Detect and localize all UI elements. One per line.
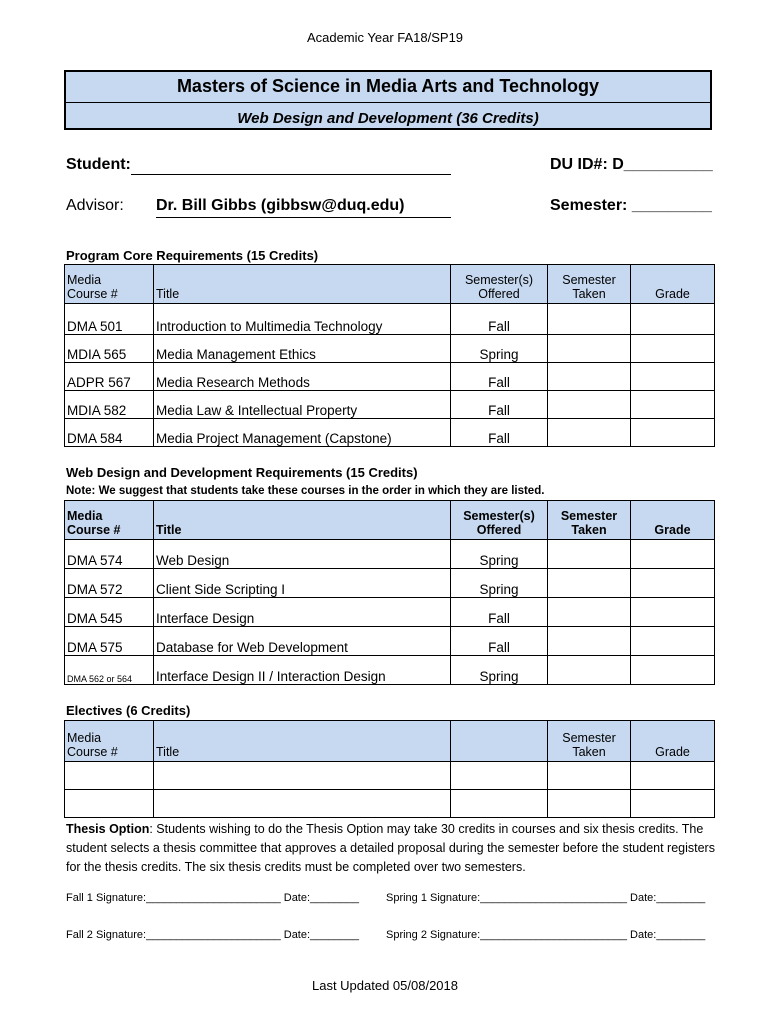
- student-label: Student:: [66, 156, 131, 173]
- course-offered: Fall: [451, 391, 548, 419]
- course-number: MDIA 565: [65, 335, 154, 363]
- spring1-signature[interactable]: Spring 1 Signature:________________________ Date:________: [386, 892, 706, 904]
- header-offered: Semester(s) Offered: [451, 501, 548, 540]
- grade-cell[interactable]: [631, 391, 715, 419]
- course-number: MDIA 582: [65, 391, 154, 419]
- program-title: Masters of Science in Media Arts and Technology: [176, 76, 600, 96]
- course-title: Client Side Scripting I: [154, 569, 451, 598]
- course-offered: Fall: [451, 598, 548, 627]
- course-number: DMA 575: [65, 627, 154, 656]
- course-title: Interface Design: [154, 598, 451, 627]
- header-taken: Semester Taken: [548, 265, 631, 304]
- course-number: DMA 545: [65, 598, 154, 627]
- grade-cell[interactable]: [631, 419, 715, 447]
- course-title: Media Project Management (Capstone): [154, 419, 451, 447]
- header-grade: Grade: [631, 501, 715, 540]
- table-row: [65, 656, 715, 685]
- table-row: [65, 790, 715, 818]
- course-offered: Fall: [451, 363, 548, 391]
- elective-course-cell[interactable]: [65, 790, 154, 818]
- header-title: Title: [154, 501, 451, 540]
- semester-taken-cell[interactable]: [548, 363, 631, 391]
- course-offered: Spring: [451, 335, 548, 363]
- semester-taken-cell[interactable]: [548, 335, 631, 363]
- grade-cell[interactable]: [631, 762, 715, 790]
- web-table: [64, 500, 715, 685]
- grade-cell[interactable]: [631, 627, 715, 656]
- title-divider: [66, 102, 710, 103]
- student-field[interactable]: [131, 174, 451, 175]
- fall1-signature[interactable]: Fall 1 Signature:______________________ Date:________: [66, 892, 359, 904]
- core-table: [64, 264, 715, 447]
- semester-taken-cell[interactable]: [548, 656, 631, 685]
- thesis-label: Thesis Option: [66, 822, 150, 836]
- course-title: Database for Web Development: [154, 627, 451, 656]
- semester-taken-cell[interactable]: [548, 762, 631, 790]
- course-number: DMA 572: [65, 569, 154, 598]
- du-id-label[interactable]: DU ID#: D__________: [550, 156, 713, 173]
- course-number: DMA 574: [65, 540, 154, 569]
- grade-cell[interactable]: [631, 540, 715, 569]
- semester-taken-cell[interactable]: [548, 598, 631, 627]
- electives-table: [64, 720, 715, 818]
- course-offered: Fall: [451, 304, 548, 335]
- elective-offered-cell[interactable]: [451, 790, 548, 818]
- course-offered: Fall: [451, 419, 548, 447]
- table-row: [65, 335, 715, 363]
- course-number: DMA 562 or 564: [65, 656, 154, 685]
- course-offered: Spring: [451, 540, 548, 569]
- semester-taken-cell[interactable]: [548, 790, 631, 818]
- table-row: [65, 304, 715, 335]
- electives-section-title: Electives (6 Credits): [66, 703, 191, 718]
- course-number: DMA 584: [65, 419, 154, 447]
- semester-taken-cell[interactable]: [548, 627, 631, 656]
- course-title: Media Management Ethics: [154, 335, 451, 363]
- table-header-row: [65, 501, 715, 540]
- semester-taken-cell[interactable]: [548, 569, 631, 598]
- course-title: Web Design: [154, 540, 451, 569]
- header-title: Title: [154, 265, 451, 304]
- table-header-row: [65, 265, 715, 304]
- grade-cell[interactable]: [631, 569, 715, 598]
- thesis-text: : Students wishing to do the Thesis Option may take 30 credits in courses and six thesis credits. The student selects a thesis committee that approves a detailed proposal during the semester before the student registers for the thesis credits. The six thesis credits must be completed over two semesters.: [66, 822, 715, 874]
- table-header-row: [65, 721, 715, 762]
- semester-taken-cell[interactable]: [548, 419, 631, 447]
- header-grade: Grade: [631, 721, 715, 762]
- web-section-note: Note: We suggest that students take these courses in the order in which they are listed.: [66, 485, 545, 497]
- header-course: Media Course #: [65, 265, 154, 304]
- course-offered: Spring: [451, 569, 548, 598]
- spring2-signature[interactable]: Spring 2 Signature:________________________ Date:________: [386, 929, 706, 941]
- grade-cell[interactable]: [631, 335, 715, 363]
- table-row: [65, 540, 715, 569]
- course-title: Media Law & Intellectual Property: [154, 391, 451, 419]
- program-subtitle: Web Design and Development (36 Credits): [237, 110, 539, 127]
- header-grade: Grade: [631, 265, 715, 304]
- table-row: [65, 419, 715, 447]
- elective-course-cell[interactable]: [65, 762, 154, 790]
- elective-offered-cell[interactable]: [451, 762, 548, 790]
- last-updated: Last Updated 05/08/2018: [311, 978, 458, 993]
- header-blank: [451, 721, 548, 762]
- grade-cell[interactable]: [631, 363, 715, 391]
- header-taken: Semester Taken: [548, 721, 631, 762]
- grade-cell[interactable]: [631, 598, 715, 627]
- semester-taken-cell[interactable]: [548, 304, 631, 335]
- semester-taken-cell[interactable]: [548, 391, 631, 419]
- academic-year: Academic Year FA18/SP19: [306, 30, 464, 45]
- grade-cell[interactable]: [631, 790, 715, 818]
- semester-label[interactable]: Semester: _________: [550, 197, 712, 214]
- table-row: [65, 762, 715, 790]
- thesis-option: [66, 820, 716, 877]
- web-section-title: Web Design and Development Requirements (15 Credits): [66, 465, 418, 480]
- course-title: Interface Design II / Interaction Design: [154, 656, 451, 685]
- header-title: Title: [154, 721, 451, 762]
- semester-taken-cell[interactable]: [548, 540, 631, 569]
- elective-title-cell[interactable]: [154, 762, 451, 790]
- fall2-signature[interactable]: Fall 2 Signature:______________________ Date:________: [66, 929, 359, 941]
- course-title: Media Research Methods: [154, 363, 451, 391]
- table-row: [65, 598, 715, 627]
- title-box: [64, 70, 712, 130]
- table-row: [65, 627, 715, 656]
- header-course: Media Course #: [65, 501, 154, 540]
- advisor-label: Advisor:: [66, 197, 124, 214]
- course-number: ADPR 567: [65, 363, 154, 391]
- advisor-value: Dr. Bill Gibbs (gibbsw@duq.edu): [156, 197, 451, 218]
- course-number: DMA 501: [65, 304, 154, 335]
- header-course: Media Course #: [65, 721, 154, 762]
- header-taken: Semester Taken: [548, 501, 631, 540]
- grade-cell[interactable]: [631, 656, 715, 685]
- grade-cell[interactable]: [631, 304, 715, 335]
- header-offered: Semester(s) Offered: [451, 265, 548, 304]
- course-offered: Fall: [451, 627, 548, 656]
- table-row: [65, 391, 715, 419]
- course-offered: Spring: [451, 656, 548, 685]
- core-section-title: Program Core Requirements (15 Credits): [66, 248, 319, 263]
- table-row: [65, 363, 715, 391]
- elective-title-cell[interactable]: [154, 790, 451, 818]
- table-row: [65, 569, 715, 598]
- course-title: Introduction to Multimedia Technology: [154, 304, 451, 335]
